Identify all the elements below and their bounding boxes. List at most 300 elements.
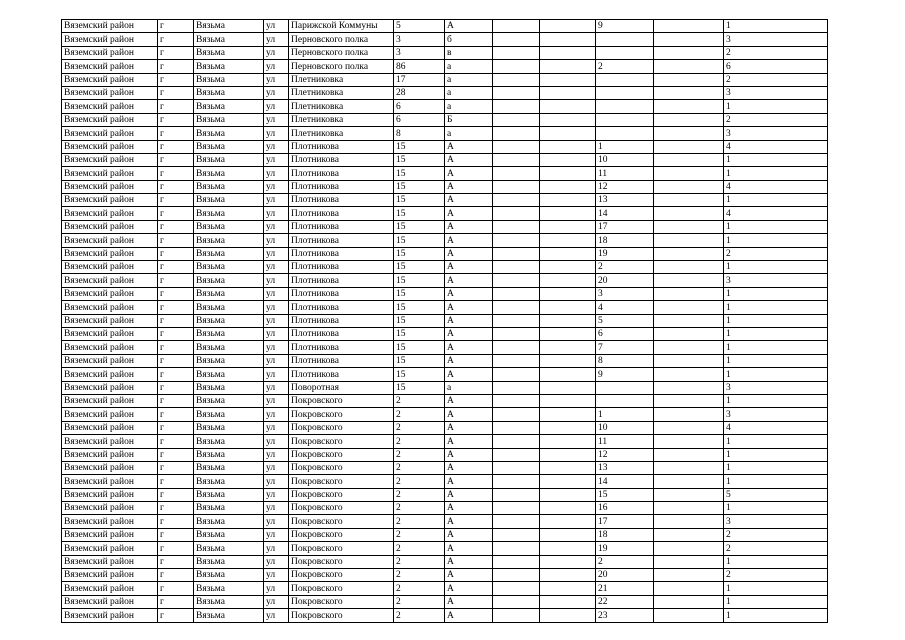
cell-col-k — [654, 368, 724, 381]
cell-street-type: ул — [264, 100, 289, 113]
cell-street-type: ул — [264, 127, 289, 140]
table-row — [62, 274, 828, 287]
cell-locality: Вязьма — [194, 261, 264, 274]
cell-col-k — [654, 100, 724, 113]
cell-locality: Вязьма — [194, 33, 264, 46]
table-row — [62, 73, 828, 86]
cell-locality-type: г — [158, 595, 194, 608]
cell-district: Вяземский район — [62, 555, 158, 568]
cell-building-letter: А — [445, 488, 493, 501]
cell-street-type: ул — [264, 609, 289, 622]
cell-locality-type: г — [158, 113, 194, 126]
cell-house-number: 2 — [394, 488, 445, 501]
cell-street: Поворотная — [289, 381, 394, 394]
cell-street: Покровского — [289, 609, 394, 622]
cell-street: Плотникова — [289, 287, 394, 300]
cell-count: 5 — [724, 488, 828, 501]
cell-locality: Вязьма — [194, 314, 264, 327]
cell-street: Покровского — [289, 515, 394, 528]
cell-building-letter: А — [445, 421, 493, 434]
cell-street: Покровского — [289, 435, 394, 448]
table-row — [62, 33, 828, 46]
cell-apartment: 18 — [596, 528, 654, 541]
cell-col-h — [493, 582, 540, 595]
cell-locality-type: г — [158, 475, 194, 488]
cell-col-h — [493, 448, 540, 461]
cell-count: 1 — [724, 327, 828, 340]
cell-street-type: ул — [264, 194, 289, 207]
cell-house-number: 2 — [394, 502, 445, 515]
cell-col-i — [540, 381, 596, 394]
cell-locality: Вязьма — [194, 461, 264, 474]
cell-col-k — [654, 127, 724, 140]
cell-col-i — [540, 287, 596, 300]
cell-building-letter: А — [445, 180, 493, 193]
table-row — [62, 368, 828, 381]
cell-col-k — [654, 220, 724, 233]
table-row — [62, 100, 828, 113]
cell-building-letter: А — [445, 234, 493, 247]
cell-locality-type: г — [158, 33, 194, 46]
cell-locality: Вязьма — [194, 502, 264, 515]
cell-locality-type: г — [158, 515, 194, 528]
cell-house-number: 15 — [394, 247, 445, 260]
cell-apartment: 9 — [596, 20, 654, 33]
cell-col-k — [654, 582, 724, 595]
cell-apartment: 14 — [596, 207, 654, 220]
cell-locality: Вязьма — [194, 73, 264, 86]
cell-col-k — [654, 234, 724, 247]
cell-col-h — [493, 502, 540, 515]
cell-col-h — [493, 528, 540, 541]
cell-house-number: 17 — [394, 73, 445, 86]
cell-col-h — [493, 408, 540, 421]
cell-street-type: ул — [264, 461, 289, 474]
cell-apartment: 12 — [596, 180, 654, 193]
cell-col-h — [493, 595, 540, 608]
cell-locality-type: г — [158, 153, 194, 166]
cell-locality-type: г — [158, 140, 194, 153]
cell-col-k — [654, 394, 724, 407]
cell-locality: Вязьма — [194, 555, 264, 568]
cell-apartment — [596, 127, 654, 140]
cell-col-i — [540, 394, 596, 407]
cell-col-i — [540, 247, 596, 260]
cell-street: Плотникова — [289, 354, 394, 367]
cell-col-i — [540, 515, 596, 528]
cell-locality: Вязьма — [194, 46, 264, 59]
cell-street-type: ул — [264, 86, 289, 99]
cell-building-letter: А — [445, 435, 493, 448]
table-row — [62, 234, 828, 247]
cell-col-k — [654, 180, 724, 193]
cell-house-number: 15 — [394, 381, 445, 394]
cell-col-k — [654, 542, 724, 555]
cell-street: Покровского — [289, 488, 394, 501]
cell-col-k — [654, 408, 724, 421]
cell-house-number: 5 — [394, 20, 445, 33]
cell-col-h — [493, 86, 540, 99]
cell-district: Вяземский район — [62, 368, 158, 381]
cell-building-letter: А — [445, 542, 493, 555]
cell-col-k — [654, 569, 724, 582]
cell-district: Вяземский район — [62, 60, 158, 73]
cell-district: Вяземский район — [62, 220, 158, 233]
cell-col-h — [493, 153, 540, 166]
cell-apartment: 14 — [596, 475, 654, 488]
cell-count: 1 — [724, 555, 828, 568]
cell-col-k — [654, 341, 724, 354]
cell-col-h — [493, 381, 540, 394]
cell-col-i — [540, 73, 596, 86]
cell-locality-type: г — [158, 408, 194, 421]
cell-count: 3 — [724, 33, 828, 46]
cell-apartment — [596, 33, 654, 46]
cell-district: Вяземский район — [62, 408, 158, 421]
cell-apartment: 4 — [596, 301, 654, 314]
cell-district: Вяземский район — [62, 100, 158, 113]
cell-street-type: ул — [264, 274, 289, 287]
cell-house-number: 15 — [394, 207, 445, 220]
cell-district: Вяземский район — [62, 421, 158, 434]
cell-building-letter: А — [445, 153, 493, 166]
cell-col-i — [540, 341, 596, 354]
cell-house-number: 15 — [394, 327, 445, 340]
cell-col-h — [493, 46, 540, 59]
cell-street-type: ул — [264, 488, 289, 501]
cell-building-letter: А — [445, 20, 493, 33]
cell-count: 1 — [724, 448, 828, 461]
cell-col-i — [540, 542, 596, 555]
table-row — [62, 301, 828, 314]
cell-street: Плотникова — [289, 327, 394, 340]
cell-locality: Вязьма — [194, 327, 264, 340]
cell-district: Вяземский район — [62, 153, 158, 166]
cell-building-letter: А — [445, 314, 493, 327]
cell-col-h — [493, 73, 540, 86]
cell-street: Плотникова — [289, 261, 394, 274]
cell-street-type: ул — [264, 207, 289, 220]
table-row — [62, 314, 828, 327]
cell-street: Плетниковка — [289, 100, 394, 113]
cell-count: 3 — [724, 381, 828, 394]
cell-col-i — [540, 502, 596, 515]
cell-locality: Вязьма — [194, 569, 264, 582]
cell-locality-type: г — [158, 100, 194, 113]
cell-locality: Вязьма — [194, 354, 264, 367]
cell-street-type: ул — [264, 327, 289, 340]
cell-house-number: 3 — [394, 33, 445, 46]
cell-house-number: 2 — [394, 582, 445, 595]
cell-building-letter: а — [445, 127, 493, 140]
cell-col-k — [654, 502, 724, 515]
cell-col-i — [540, 528, 596, 541]
cell-locality: Вязьма — [194, 220, 264, 233]
cell-col-h — [493, 140, 540, 153]
cell-col-i — [540, 408, 596, 421]
cell-col-k — [654, 33, 724, 46]
cell-apartment: 10 — [596, 153, 654, 166]
cell-street-type: ул — [264, 220, 289, 233]
cell-col-h — [493, 113, 540, 126]
table-row — [62, 46, 828, 59]
cell-locality: Вязьма — [194, 194, 264, 207]
cell-col-k — [654, 20, 724, 33]
cell-building-letter: а — [445, 86, 493, 99]
cell-locality-type: г — [158, 528, 194, 541]
cell-house-number: 2 — [394, 461, 445, 474]
cell-count: 1 — [724, 167, 828, 180]
cell-street-type: ул — [264, 301, 289, 314]
table-row — [62, 475, 828, 488]
cell-col-i — [540, 435, 596, 448]
cell-district: Вяземский район — [62, 435, 158, 448]
cell-street-type: ул — [264, 153, 289, 166]
cell-count: 1 — [724, 609, 828, 622]
cell-building-letter: Б — [445, 113, 493, 126]
cell-apartment: 5 — [596, 314, 654, 327]
cell-locality: Вязьма — [194, 127, 264, 140]
cell-col-i — [540, 609, 596, 622]
cell-district: Вяземский район — [62, 167, 158, 180]
cell-count: 3 — [724, 408, 828, 421]
table-row — [62, 354, 828, 367]
cell-col-i — [540, 261, 596, 274]
cell-street-type: ул — [264, 528, 289, 541]
cell-col-k — [654, 448, 724, 461]
cell-house-number: 2 — [394, 595, 445, 608]
cell-locality-type: г — [158, 220, 194, 233]
cell-count: 1 — [724, 368, 828, 381]
table-row — [62, 595, 828, 608]
cell-col-k — [654, 140, 724, 153]
cell-building-letter: А — [445, 287, 493, 300]
cell-street: Покровского — [289, 475, 394, 488]
cell-house-number: 2 — [394, 435, 445, 448]
cell-locality-type: г — [158, 314, 194, 327]
cell-district: Вяземский район — [62, 180, 158, 193]
cell-street-type: ул — [264, 247, 289, 260]
cell-locality-type: г — [158, 167, 194, 180]
cell-street: Плотникова — [289, 167, 394, 180]
table-row — [62, 421, 828, 434]
table-row — [62, 381, 828, 394]
cell-col-k — [654, 354, 724, 367]
cell-street-type: ул — [264, 582, 289, 595]
cell-street: Плетниковка — [289, 86, 394, 99]
cell-house-number: 15 — [394, 368, 445, 381]
cell-locality-type: г — [158, 354, 194, 367]
table-row — [62, 394, 828, 407]
cell-locality-type: г — [158, 327, 194, 340]
table-row — [62, 60, 828, 73]
cell-locality: Вязьма — [194, 20, 264, 33]
cell-locality: Вязьма — [194, 247, 264, 260]
cell-col-h — [493, 394, 540, 407]
cell-apartment: 6 — [596, 327, 654, 340]
table-row — [62, 20, 828, 33]
cell-street: Покровского — [289, 528, 394, 541]
cell-col-h — [493, 368, 540, 381]
cell-locality-type: г — [158, 609, 194, 622]
cell-district: Вяземский район — [62, 314, 158, 327]
table-row — [62, 488, 828, 501]
cell-street: Плотникова — [289, 194, 394, 207]
cell-street: Плетниковка — [289, 73, 394, 86]
cell-apartment: 17 — [596, 515, 654, 528]
cell-count: 1 — [724, 461, 828, 474]
cell-house-number: 8 — [394, 127, 445, 140]
cell-building-letter: а — [445, 73, 493, 86]
cell-count: 2 — [724, 73, 828, 86]
cell-building-letter: А — [445, 582, 493, 595]
cell-locality-type: г — [158, 381, 194, 394]
cell-count: 3 — [724, 86, 828, 99]
cell-locality: Вязьма — [194, 301, 264, 314]
cell-count: 1 — [724, 153, 828, 166]
cell-locality: Вязьма — [194, 368, 264, 381]
cell-locality: Вязьма — [194, 542, 264, 555]
cell-locality-type: г — [158, 86, 194, 99]
cell-locality-type: г — [158, 555, 194, 568]
cell-col-h — [493, 220, 540, 233]
cell-apartment: 13 — [596, 461, 654, 474]
cell-district: Вяземский район — [62, 33, 158, 46]
cell-street: Плетниковка — [289, 113, 394, 126]
cell-building-letter: А — [445, 341, 493, 354]
cell-street: Парижской Коммуны — [289, 20, 394, 33]
cell-house-number: 15 — [394, 220, 445, 233]
cell-col-h — [493, 194, 540, 207]
cell-col-k — [654, 555, 724, 568]
cell-col-h — [493, 234, 540, 247]
cell-district: Вяземский район — [62, 569, 158, 582]
cell-col-i — [540, 354, 596, 367]
cell-house-number: 15 — [394, 167, 445, 180]
cell-col-h — [493, 555, 540, 568]
cell-locality-type: г — [158, 569, 194, 582]
cell-col-i — [540, 421, 596, 434]
cell-col-i — [540, 569, 596, 582]
cell-locality: Вязьма — [194, 140, 264, 153]
cell-locality-type: г — [158, 247, 194, 260]
cell-locality: Вязьма — [194, 86, 264, 99]
cell-count: 2 — [724, 247, 828, 260]
cell-street-type: ул — [264, 421, 289, 434]
cell-district: Вяземский район — [62, 475, 158, 488]
cell-district: Вяземский район — [62, 341, 158, 354]
cell-apartment: 11 — [596, 435, 654, 448]
cell-col-h — [493, 354, 540, 367]
cell-apartment — [596, 46, 654, 59]
cell-apartment: 21 — [596, 582, 654, 595]
cell-col-i — [540, 301, 596, 314]
cell-district: Вяземский район — [62, 113, 158, 126]
cell-building-letter: А — [445, 609, 493, 622]
cell-apartment: 2 — [596, 555, 654, 568]
cell-col-i — [540, 167, 596, 180]
cell-street: Покровского — [289, 421, 394, 434]
cell-col-k — [654, 595, 724, 608]
cell-locality: Вязьма — [194, 100, 264, 113]
cell-count: 1 — [724, 595, 828, 608]
table-row — [62, 528, 828, 541]
table-row — [62, 86, 828, 99]
cell-col-i — [540, 140, 596, 153]
cell-locality: Вязьма — [194, 153, 264, 166]
cell-col-h — [493, 542, 540, 555]
cell-building-letter: А — [445, 528, 493, 541]
cell-building-letter: А — [445, 408, 493, 421]
cell-col-k — [654, 381, 724, 394]
cell-street: Покровского — [289, 448, 394, 461]
cell-count: 3 — [724, 274, 828, 287]
cell-locality-type: г — [158, 234, 194, 247]
cell-apartment: 11 — [596, 167, 654, 180]
cell-col-k — [654, 488, 724, 501]
table-row — [62, 555, 828, 568]
cell-col-k — [654, 207, 724, 220]
cell-col-h — [493, 180, 540, 193]
cell-col-k — [654, 528, 724, 541]
cell-street: Покровского — [289, 394, 394, 407]
cell-col-k — [654, 301, 724, 314]
cell-building-letter: А — [445, 274, 493, 287]
cell-district: Вяземский район — [62, 234, 158, 247]
cell-locality: Вязьма — [194, 341, 264, 354]
cell-count: 1 — [724, 261, 828, 274]
cell-count: 4 — [724, 180, 828, 193]
cell-apartment: 2 — [596, 261, 654, 274]
cell-locality-type: г — [158, 287, 194, 300]
cell-street-type: ул — [264, 234, 289, 247]
cell-col-i — [540, 100, 596, 113]
cell-building-letter: А — [445, 515, 493, 528]
cell-col-i — [540, 368, 596, 381]
cell-col-h — [493, 127, 540, 140]
cell-apartment: 8 — [596, 354, 654, 367]
cell-house-number: 15 — [394, 301, 445, 314]
cell-street: Покровского — [289, 542, 394, 555]
cell-col-i — [540, 194, 596, 207]
cell-district: Вяземский район — [62, 515, 158, 528]
cell-street: Покровского — [289, 502, 394, 515]
cell-house-number: 2 — [394, 542, 445, 555]
cell-col-h — [493, 341, 540, 354]
cell-count: 1 — [724, 220, 828, 233]
cell-district: Вяземский район — [62, 542, 158, 555]
cell-locality-type: г — [158, 435, 194, 448]
cell-locality: Вязьма — [194, 287, 264, 300]
cell-apartment: 10 — [596, 421, 654, 434]
cell-col-k — [654, 609, 724, 622]
cell-col-k — [654, 475, 724, 488]
cell-col-h — [493, 167, 540, 180]
cell-street-type: ул — [264, 569, 289, 582]
cell-street: Плотникова — [289, 274, 394, 287]
cell-street-type: ул — [264, 73, 289, 86]
cell-street-type: ул — [264, 542, 289, 555]
cell-street: Покровского — [289, 595, 394, 608]
cell-col-h — [493, 33, 540, 46]
cell-street-type: ул — [264, 515, 289, 528]
cell-col-i — [540, 220, 596, 233]
table-row — [62, 408, 828, 421]
cell-street-type: ул — [264, 435, 289, 448]
cell-count: 1 — [724, 314, 828, 327]
cell-locality: Вязьма — [194, 582, 264, 595]
cell-building-letter: А — [445, 368, 493, 381]
